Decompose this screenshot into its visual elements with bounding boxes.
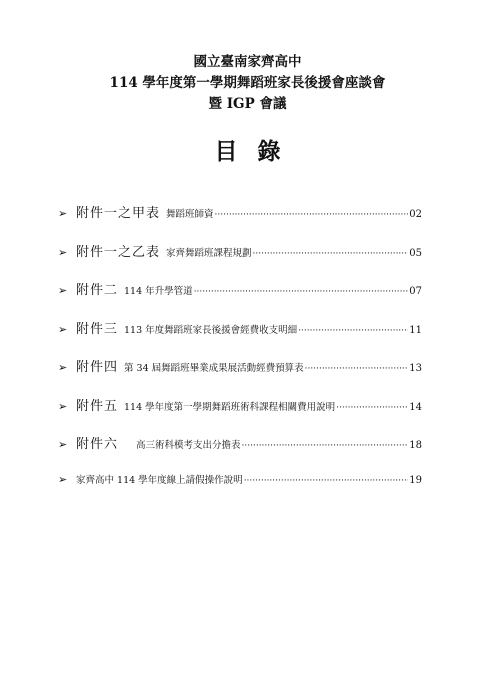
toc-leader-dots [215, 210, 409, 220]
toc-leader-dots [305, 364, 409, 374]
toc-item-description: 114 學年度第一學期舞蹈班術科課程相關費用說明 [124, 401, 336, 413]
toc-item-page: 05 [409, 247, 422, 259]
toc-item-label: 附件一之甲表 [76, 206, 161, 221]
school-name: 國立臺南家齊高中 [193, 54, 302, 70]
toc-item[interactable] [58, 356, 422, 395]
toc-item-page: 19 [409, 474, 422, 486]
arrow-bullet-icon: ➢ [58, 361, 68, 374]
toc-item[interactable] [58, 241, 422, 280]
meeting-title: 114 學年度第一學期舞蹈班家長後援會座談會 [109, 75, 386, 91]
arrow-bullet-icon: ➢ [58, 399, 68, 413]
toc-item-label: 附件五 [76, 398, 119, 414]
toc-item-description: 家齊高中 114 學年度線上請假操作說明 [76, 474, 243, 486]
toc-item-description: 高三術科模考支出分擔表 [136, 440, 241, 451]
toc-item[interactable] [58, 472, 422, 511]
arrow-bullet-icon: ➢ [58, 322, 68, 336]
toc-item[interactable] [58, 279, 422, 318]
toc-item-label: 附件四 [76, 360, 119, 375]
toc-item-description: 舞蹈班師資 [166, 209, 214, 220]
toc-item[interactable] [58, 395, 422, 434]
toc-item-label: 附件六 [76, 437, 119, 452]
toc-leader-dots [336, 403, 408, 413]
toc-leader-dots [244, 476, 409, 486]
arrow-bullet-icon: ➢ [58, 245, 68, 259]
toc-item-label: 附件一之乙表 [76, 244, 161, 260]
toc-item-description: 第 34 屆舞蹈班畢業成果展活動經費預算表 [124, 363, 304, 374]
arrow-bullet-icon: ➢ [58, 472, 68, 486]
toc-item-label: 附件三 [76, 321, 119, 337]
toc-leader-dots [298, 326, 408, 336]
toc-leader-dots [253, 249, 409, 259]
meeting-subtitle: 暨 IGP 會議 [208, 96, 287, 112]
toc-title: 目錄 [214, 138, 301, 165]
toc-item-page: 07 [409, 286, 422, 297]
toc-leader-dots [242, 441, 409, 451]
toc-item-page: 14 [409, 401, 422, 413]
toc-item-description: 114 年升學管道 [124, 286, 193, 297]
toc-item-page: 18 [409, 440, 422, 451]
toc-item-page: 11 [409, 324, 422, 336]
toc-item-page: 02 [409, 209, 422, 220]
arrow-bullet-icon: ➢ [58, 284, 68, 297]
toc-leader-dots [194, 287, 409, 297]
document-header [0, 52, 495, 115]
arrow-bullet-icon: ➢ [58, 438, 68, 451]
arrow-bullet-icon: ➢ [58, 207, 68, 220]
toc-item-description: 113 年度舞蹈班家長後援會經費收支明細 [124, 324, 298, 336]
toc-item-description: 家齊舞蹈班課程規劃 [166, 247, 252, 259]
table-of-contents [58, 202, 422, 510]
toc-item-label: 附件二 [76, 283, 119, 298]
toc-item-page: 13 [409, 363, 422, 374]
toc-item[interactable] [58, 202, 422, 241]
toc-item[interactable] [58, 433, 422, 472]
toc-item[interactable] [58, 318, 422, 357]
